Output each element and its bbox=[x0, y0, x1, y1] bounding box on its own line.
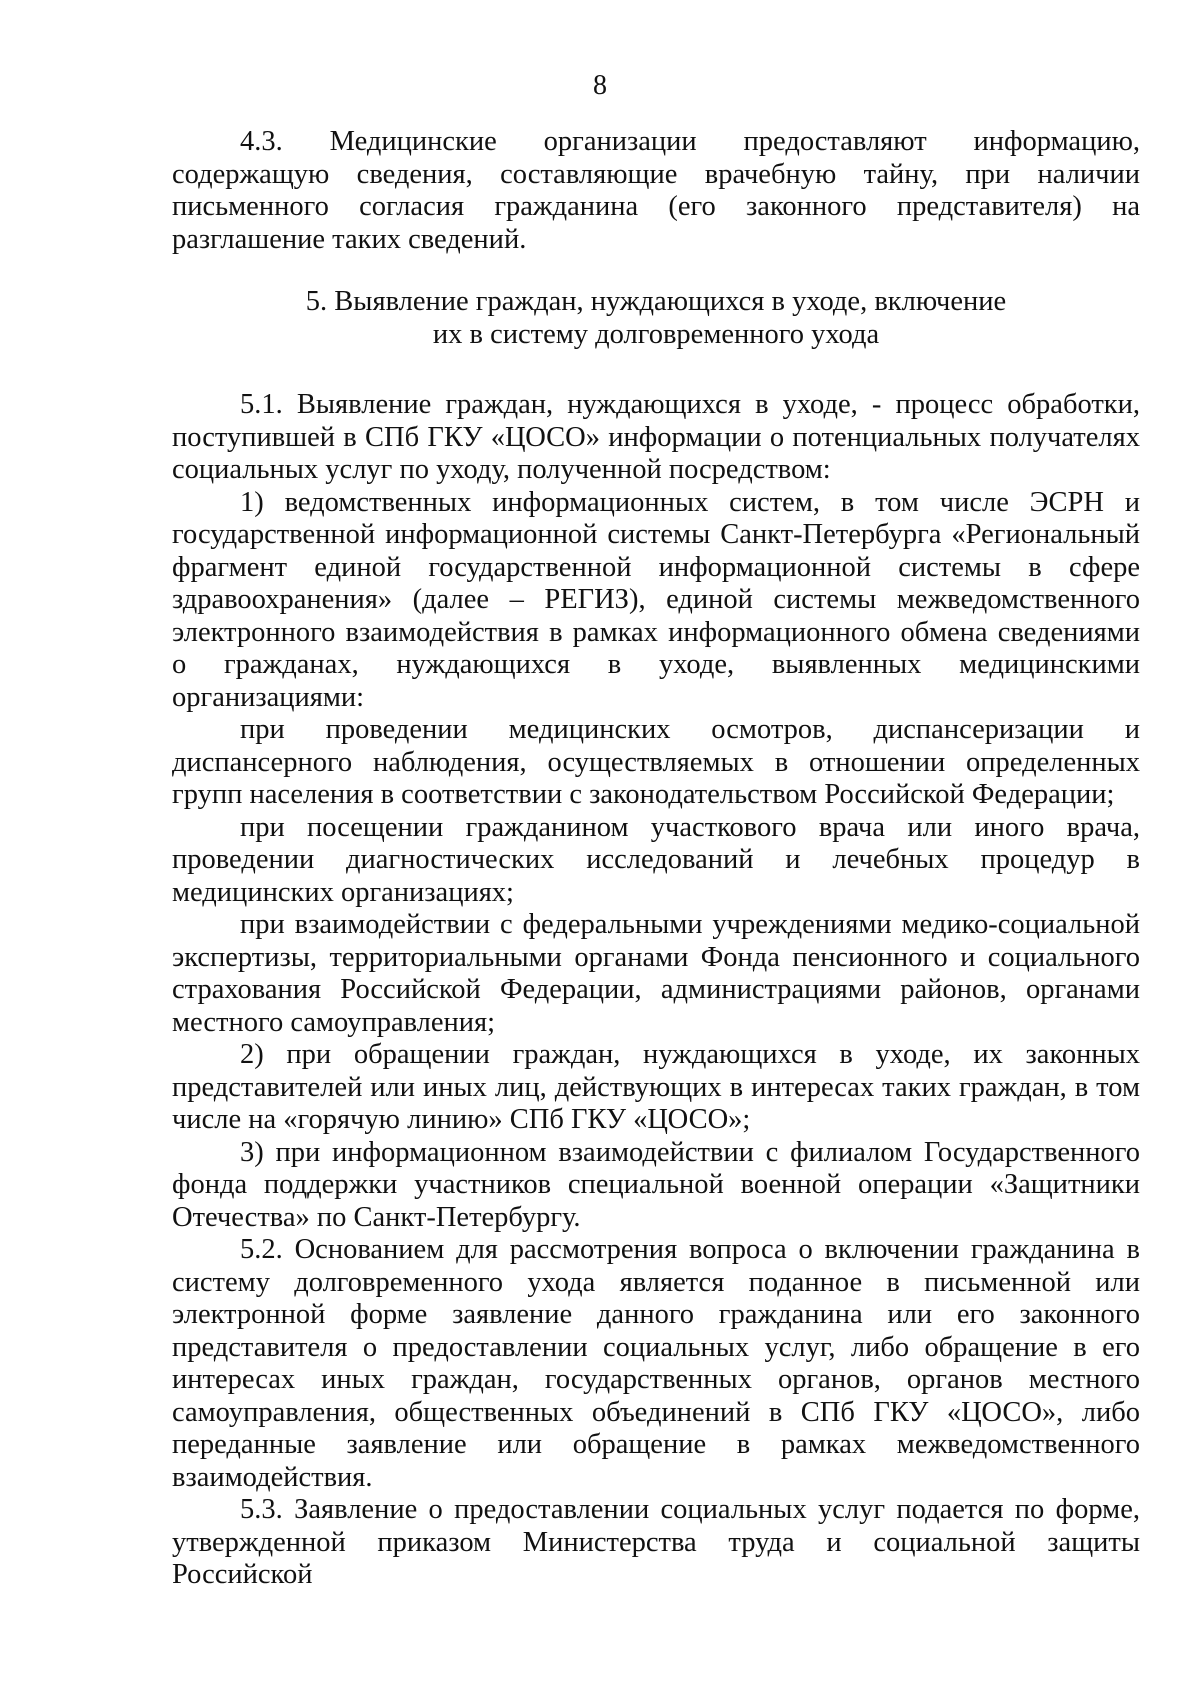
section-heading-line-2: их в систему долговременного ухода bbox=[432, 318, 880, 350]
sub-item-medical-examinations: при проведении медицинских осмотров, диспансеризации и диспансерного наблюдения, осуществляемых в отношении определенных групп населения в соответствии с законодательством Российской Федерации; bbox=[172, 714, 1140, 810]
paragraph-4-3: 4.3. Медицинские организации предоставляют информацию, содержащую сведения, составляющие врачебную тайну, при наличии письменного согласия гражданина (его законного представителя) на разглашение таких сведений. bbox=[172, 126, 1140, 255]
list-item-3: 3) при информационном взаимодействии с филиалом Государственного фонда поддержки участников специальной военной операции «Защитники Отечества» по Санкт-Петербургу. bbox=[172, 1136, 1140, 1233]
sub-item-federal-interaction: при взаимодействии с федеральными учреждениями медико-социальной экспертизы, территориальными органами Фонда пенсионного и социального страхования Российской Федерации, администрациями районов, органами местного самоуправления; bbox=[172, 909, 1140, 1038]
document-body bbox=[172, 126, 1140, 1592]
list-item-1: 1) ведомственных информационных систем, в том числе ЭСРН и государственной информационной системы Санкт-Петербурга «Региональный фрагмент единой государственной информационной системы в сфере здравоохранения» (далее – РЕГИЗ), единой системы межведомственного электронного взаимодействия в рамках информационного обмена сведениями о гражданах, нуждающихся в уходе, выявленных медицинскими организациями: bbox=[172, 486, 1140, 713]
list-item-2: 2) при обращении граждан, нуждающихся в уходе, их законных представителей или иных лиц, действующих в интересах таких граждан, в том числе на «горячую линию» СПб ГКУ «ЦОСО»; bbox=[172, 1039, 1140, 1135]
page-number: 8 bbox=[593, 70, 607, 101]
paragraph-5-1: 5.1. Выявление граждан, нуждающихся в уходе, - процесс обработки, поступившей в СПб ГКУ «ЦОСО» информации о потенциальных получателях социальных услуг по уходу, полученной посредством: bbox=[172, 389, 1140, 485]
paragraph-5-3: 5.3. Заявление о предоставлении социальных услуг подается по форме, утвержденной приказом Министерства труда и социальной защиты Российской bbox=[172, 1494, 1140, 1590]
paragraph-5-2: 5.2. Основанием для рассмотрения вопроса о включении гражданина в систему долговременного ухода является поданное в письменной или электронной форме заявление данного гражданина или его законного представителя о предоставлении социальных услуг, либо обращение в его интересах иных граждан, государственных органов, органов местного самоуправления, общественных объединений в СПб ГКУ «ЦОСО», либо переданные заявление или обращение в рамках межведомственного взаимодействия. bbox=[172, 1234, 1140, 1493]
section-heading bbox=[172, 286, 1140, 351]
sub-item-doctor-visit: при посещении гражданином участкового врача или иного врача, проведении диагностических исследований и лечебных процедур в медицинских организациях; bbox=[172, 811, 1140, 908]
section-heading-line-1: 5. Выявление граждан, нуждающихся в уходе, включение bbox=[305, 286, 1007, 317]
